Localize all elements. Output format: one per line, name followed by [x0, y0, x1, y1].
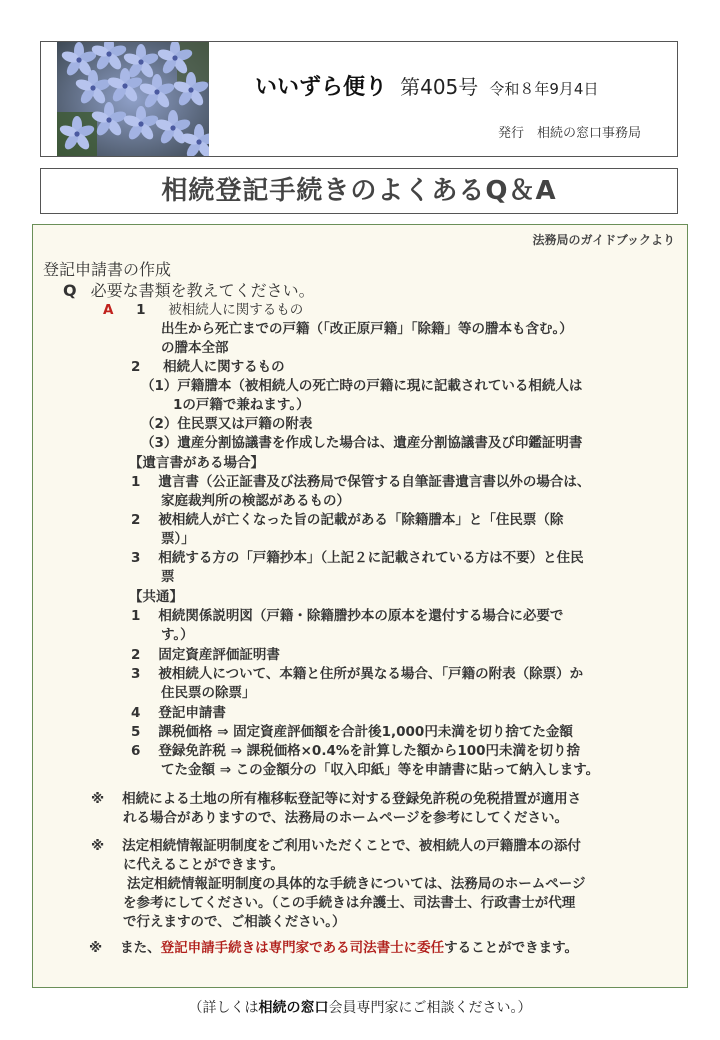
common-item-cont: す。）: [161, 627, 194, 643]
note-mark: ※: [91, 838, 105, 854]
item-text: 課税価格 ⇒ 固定資産評価額を合計後1,000円未満を切り捨てた金額: [158, 724, 573, 740]
answer-subitem-cont: 1の戸籍で兼ねます。）: [173, 397, 310, 413]
publisher: 発行 相続の窓口事務局: [497, 126, 641, 141]
will-heading: 【遺言書がある場合】: [129, 455, 264, 471]
source-note: 法務局のガイドブックより: [532, 233, 675, 247]
issue-number: 第405号: [400, 75, 479, 99]
common-item: [131, 723, 573, 742]
flower-photo-icon: [57, 42, 209, 156]
answer-subitem: （2）住民票又は戸籍の附表: [141, 416, 313, 432]
q-mark: Q: [63, 281, 77, 300]
a-mark: A: [103, 302, 114, 318]
answer-text-line: 出生から死亡までの戸籍（「改正原戸籍」「除籍」等の謄本も含む。）: [161, 321, 573, 337]
hydrangea-photo: [57, 42, 209, 156]
newsletter-title-line: [255, 70, 598, 101]
item-number: 1: [131, 608, 141, 624]
note-3: [89, 939, 578, 958]
item-number: 4: [131, 705, 141, 721]
item-number: 1: [131, 474, 141, 490]
answer-item-number: 2: [131, 359, 141, 375]
will-item: [131, 511, 563, 530]
note-mark: ※: [91, 791, 105, 807]
item-text: 被相続人が亡くなった旨の記載がある「除籍謄本」と「住民票（除: [158, 512, 564, 528]
footer-text: 会員専門家にご相談ください。）: [328, 1000, 532, 1016]
item-number: 5: [131, 724, 141, 740]
answer-text-line: の謄本全部: [161, 340, 229, 356]
item-text: 相続する方の「戸籍抄本」（上記２に記載されている方は不要）と住民: [158, 550, 584, 566]
answer-subitem: （1）戸籍謄本（被相続人の死亡時の戸籍に現に記載されている相続人は: [141, 378, 583, 394]
common-item: [131, 704, 226, 723]
note-2: [91, 837, 581, 856]
note-text: 法定相続情報証明制度をご利用いただくことで、被相続人の戸籍謄本の添付: [122, 838, 581, 854]
item-number: 2: [131, 647, 141, 663]
item-text: 登録免許税 ⇒ 課税価格×0.4%を計算した額から100円未満を切り捨: [158, 743, 581, 759]
item-text: 固定資産評価証明書: [158, 647, 280, 663]
note-1-cont: れる場合がありますので、法務局のホームページを参考にしてください。: [123, 810, 568, 826]
note-text: することができます。: [444, 940, 579, 956]
common-item: [131, 607, 563, 626]
common-item-cont: 住民票の除票」: [161, 685, 256, 701]
item-text: 登記申請書: [158, 705, 226, 721]
answer-item-2: [131, 358, 285, 377]
common-heading: 【共通】: [129, 589, 183, 605]
common-item-cont: てた金額 ⇒ この金額分の「収入印紙」等を申請書に貼って納入します。: [161, 762, 600, 778]
will-item: [131, 549, 584, 568]
newsletter-header: [40, 41, 678, 157]
newsletter-name: いいずら便り: [255, 75, 388, 100]
note-2-cont: を参考にしてください。（この手続きは弁護士、司法書士、行政書士が代理: [123, 895, 576, 911]
footer: [0, 997, 720, 1017]
section-heading: 登記申請書の作成: [43, 260, 172, 279]
answer-item-title: 相続人に関するもの: [163, 359, 285, 375]
note-text: 相続による土地の所有権移転登記等に対する登録免許税の免税措置が適用さ: [122, 791, 582, 807]
note-2-cont: で行えますので、ご相談ください。）: [123, 914, 346, 930]
note-highlight: 登記申請手続きは専門家である司法書士に委任: [160, 940, 445, 956]
item-text: 遺言書（公正証書及び法務局で保管する自筆証書遺言書以外の場合は、: [158, 474, 591, 490]
item-number: 6: [131, 743, 141, 759]
item-number: 2: [131, 512, 141, 528]
page-title: 相続登記手続きのよくあるQ＆A: [40, 168, 678, 214]
will-item-cont: 票: [161, 569, 175, 585]
common-item: [131, 646, 280, 665]
qa-box: [32, 224, 688, 988]
footer-text: （詳しくは: [188, 1000, 259, 1016]
question-text: 必要な書類を教えてください。: [90, 281, 315, 300]
item-number: 3: [131, 666, 141, 682]
note-text: また、: [120, 940, 161, 956]
common-item: [131, 742, 580, 761]
item-text: 被相続人について、本籍と住所が異なる場合、「戸籍の附表（除票）か: [158, 666, 584, 682]
note-1: [91, 790, 581, 809]
issue-date: 令和８年9月4日: [489, 80, 599, 98]
question: [63, 278, 315, 301]
will-item-cont: 票）」: [161, 531, 195, 547]
answer-item-1: [103, 301, 303, 320]
will-item: [131, 473, 590, 492]
note-2-cont: 法定相続情報証明制度の具体的な手続きについては、法務局のホームページ: [127, 876, 586, 892]
item-number: 3: [131, 550, 141, 566]
note-mark: ※: [89, 940, 103, 956]
answer-item-title: 被相続人に関するもの: [168, 302, 304, 318]
answer-subitem: （3）遺産分割協議書を作成した場合は、遺産分割協議書及び印鑑証明書: [141, 435, 583, 451]
common-item: [131, 665, 583, 684]
footer-emphasis: 相続の窓口: [258, 1000, 329, 1016]
note-2-cont: に代えることができます。: [123, 857, 284, 873]
answer-item-number: 1: [136, 302, 146, 318]
item-text: 相続関係説明図（戸籍・除籍謄抄本の原本を還付する場合に必要で: [158, 608, 564, 624]
will-item-cont: 家庭裁判所の検認があるもの）: [161, 493, 350, 509]
